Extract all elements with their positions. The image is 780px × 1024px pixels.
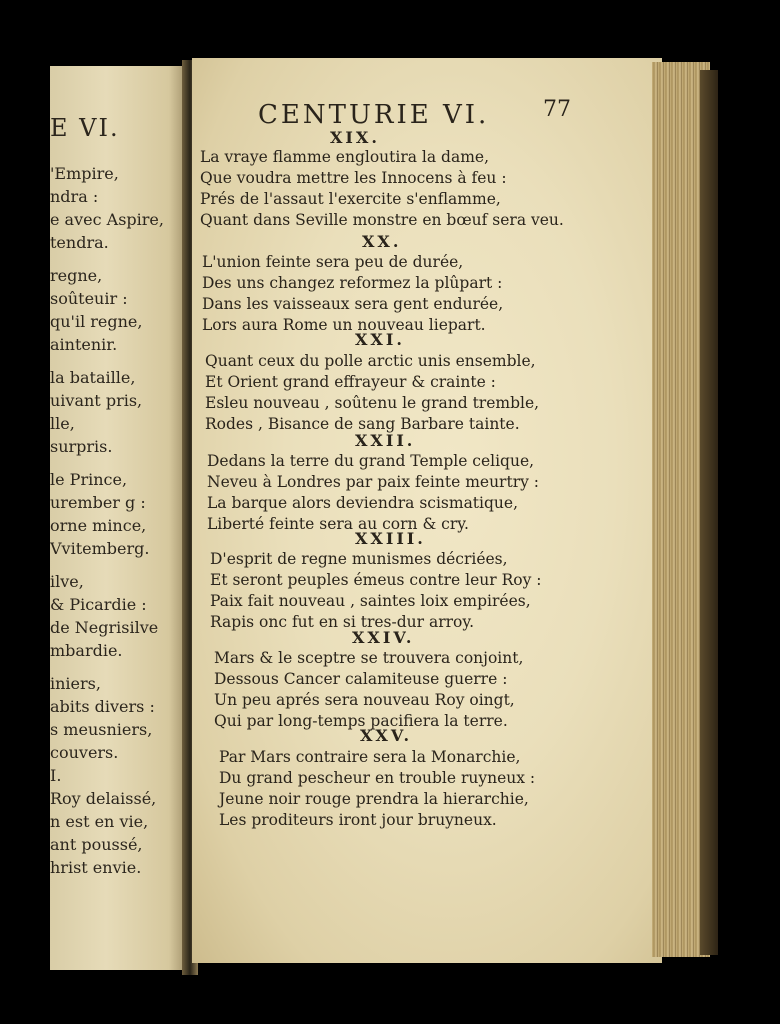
- left-line: surpris.: [50, 437, 113, 456]
- quatrain-numeral: XXI.: [355, 330, 405, 349]
- cover-edge: [700, 70, 718, 955]
- left-line: de Negrisilve: [50, 618, 159, 637]
- left-page: [50, 66, 190, 970]
- page-number: 77: [543, 97, 571, 122]
- left-line: la bataille,: [50, 368, 136, 387]
- left-line: uivant pris,: [50, 391, 143, 410]
- verse-line: Les proditeurs iront jour bruyneux.: [219, 811, 497, 829]
- left-running-head: E VI.: [50, 114, 120, 142]
- verse-line: Et seront peuples émeus contre leur Roy :: [210, 571, 542, 589]
- left-line: & Picardie :: [50, 595, 147, 614]
- left-line: le Prince,: [50, 470, 128, 489]
- verse-line: Mars & le sceptre se trouvera conjoint,: [214, 649, 524, 667]
- left-line: ant poussé,: [50, 835, 143, 854]
- left-line: Roy delaissé,: [50, 789, 157, 808]
- verse-line: Liberté feinte sera au corn & cry.: [207, 515, 469, 533]
- left-line: iniers,: [50, 674, 101, 693]
- left-line: soûteuir :: [50, 289, 128, 308]
- left-line: couvers.: [50, 743, 119, 762]
- left-line: aintenir.: [50, 335, 118, 354]
- verse-line: Des uns changez reformez la plûpart :: [202, 274, 503, 292]
- verse-line: Dedans la terre du grand Temple celique,: [207, 452, 535, 470]
- left-line: abits divers :: [50, 697, 155, 716]
- quatrain-numeral: XXIV.: [352, 628, 415, 647]
- verse-line: Prés de l'assaut l'exercite s'enflamme,: [200, 190, 501, 208]
- left-line: 'Empire,: [50, 164, 119, 183]
- quatrain-numeral: XXII.: [355, 431, 416, 450]
- verse-line: Qui par long-temps pacifiera la terre.: [214, 712, 508, 730]
- verse-line: Par Mars contraire sera la Monarchie,: [219, 748, 521, 766]
- left-line: lle,: [50, 414, 75, 433]
- left-line: tendra.: [50, 233, 109, 252]
- verse-line: Quant ceux du polle arctic unis ensemble,: [205, 352, 536, 370]
- left-line: e avec Aspire,: [50, 210, 164, 229]
- left-line: regne,: [50, 266, 103, 285]
- verse-line: Jeune noir rouge prendra la hierarchie,: [219, 790, 529, 808]
- left-line: mbardie.: [50, 641, 123, 660]
- verse-line: Quant dans Seville monstre en bœuf sera veu.: [200, 211, 564, 229]
- left-line: Vvitemberg.: [50, 539, 150, 558]
- left-line: hrist envie.: [50, 858, 142, 877]
- verse-line: Dans les vaisseaux sera gent endurée,: [202, 295, 504, 313]
- verse-line: D'esprit de regne munismes décriées,: [210, 550, 508, 568]
- left-line: ndra :: [50, 187, 99, 206]
- running-head: CENTURIE VI.: [258, 100, 490, 130]
- left-line: orne mince,: [50, 516, 147, 535]
- verse-line: Un peu aprés sera nouveau Roy oingt,: [214, 691, 515, 709]
- verse-line: Du grand pescheur en trouble ruyneux :: [219, 769, 536, 787]
- left-line: ilve,: [50, 572, 84, 591]
- left-line: s meusniers,: [50, 720, 153, 739]
- verse-line: Rapis onc fut en si tres-dur arroy.: [210, 613, 475, 631]
- verse-line: Dessous Cancer calamiteuse guerre :: [214, 670, 508, 688]
- verse-line: Lors aura Rome un nouveau liepart.: [202, 316, 486, 334]
- verse-line: Neveu à Londres par paix feinte meurtry :: [207, 473, 540, 491]
- verse-line: L'union feinte sera peu de durée,: [202, 253, 464, 271]
- left-line: I.: [50, 766, 62, 785]
- verse-line: La vraye flamme engloutira la dame,: [200, 148, 489, 166]
- verse-line: Que voudra mettre les Innocens à feu :: [200, 169, 507, 187]
- verse-line: La barque alors deviendra scismatique,: [207, 494, 518, 512]
- verse-line: Rodes , Bisance de sang Barbare tainte.: [205, 415, 520, 433]
- quatrain-numeral: XXIII.: [355, 529, 426, 548]
- verse-line: Et Orient grand effrayeur & crainte :: [205, 373, 496, 391]
- quatrain-numeral: XIX.: [330, 128, 380, 147]
- left-line: n est en vie,: [50, 812, 149, 831]
- left-line: qu'il regne,: [50, 312, 143, 331]
- verse-line: Paix fait nouveau , saintes loix empirées,: [210, 592, 531, 610]
- quatrain-numeral: XXV.: [360, 726, 413, 745]
- left-line: urember g :: [50, 493, 146, 512]
- verse-line: Esleu nouveau , soûtenu le grand tremble,: [205, 394, 540, 412]
- quatrain-numeral: XX.: [362, 232, 402, 251]
